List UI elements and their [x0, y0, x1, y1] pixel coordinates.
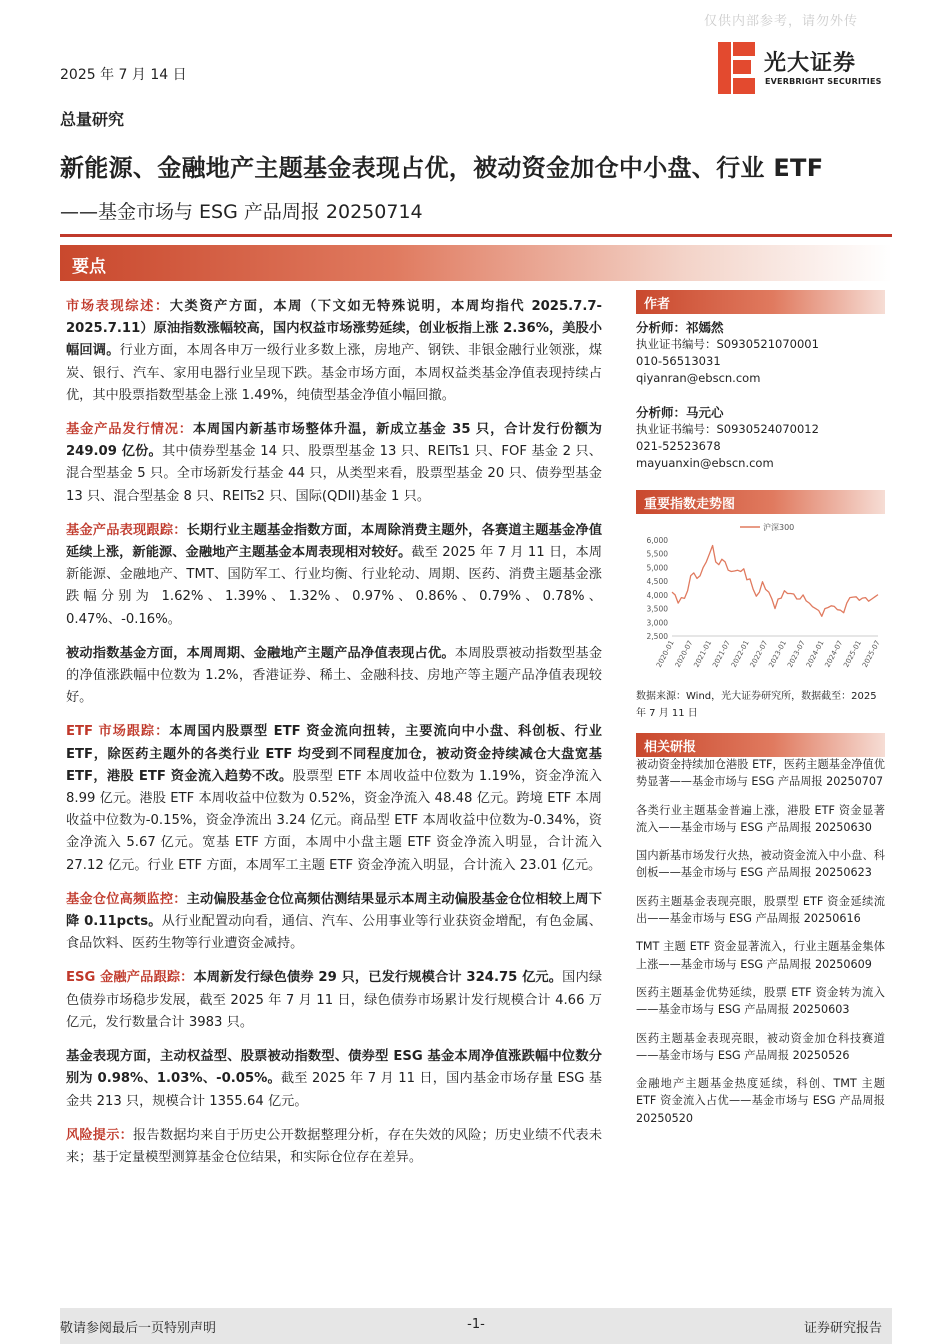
related-report-link[interactable]: 国内新基市场发行火热，被动资金流入中小盘、科创板——基金市场与 ESG 产品周报 20250623: [636, 849, 885, 880]
author-panel: [636, 290, 885, 472]
x-tick-label: 2023-01: [767, 639, 789, 669]
related-header: [636, 733, 885, 757]
section-market: [66, 296, 602, 407]
section-text: 截至 2025 年 7 月 11 日，国内基金市场存量 ESG 基金共 213 只，规模合计 1355.64 亿元。: [66, 1071, 602, 1109]
section-text: 截至 2025 年 7 月 11 日，本周新能源、金融地产、TMT、国防军工、行业均衡、行业轮动、周期、医药、消费主题基金涨跌幅分别为 1.62%、1.39%、1.32%、0.97%、0.86%、0.79%、0.78%、0.47%、-0.16%。: [66, 545, 603, 627]
report-type: 证券研究报告: [803, 1321, 882, 1336]
section-text: 从行业配置动向看，通信、汽车、公用事业等行业获资金增配，有色金属、食品饮料、医药生物等行业遭资金减持。: [66, 914, 602, 952]
analyst-email[interactable]: qiyanran@ebscn.com: [636, 371, 761, 385]
x-tick-label: 2023-07: [786, 639, 807, 669]
section-passive: [66, 643, 602, 710]
x-tick-label: 2025-07: [860, 639, 882, 669]
y-tick-label: 3,000: [646, 618, 668, 628]
related-panel: [636, 733, 885, 757]
section-label: ESG 金融产品跟踪：: [66, 970, 194, 986]
x-tick-label: 2022-01: [729, 639, 751, 669]
section-bold-text: 本周新发行绿色债券 29 只，已发行规模合计 324.75 亿元。: [193, 970, 563, 986]
section-performance: [66, 520, 602, 631]
legend-label: 沪深300: [763, 523, 795, 532]
section-label: 市场表现综述：: [66, 299, 170, 314]
analyst-card: [636, 319, 885, 387]
y-tick-label: 5,000: [646, 563, 668, 573]
report-category: 总量研究: [60, 110, 125, 129]
report-title: 新能源、金融地产主题基金表现占优，被动资金加仓中小盘、行业 ETF: [60, 154, 824, 182]
related-report-link[interactable]: TMT 主题 ETF 资金显著流入，行业主题基金集体上涨——基金市场与 ESG 产品周报 20250609: [636, 940, 885, 971]
x-tick-label: 2021-01: [692, 639, 714, 669]
watermark: 仅供内部参考，请勿外传: [704, 14, 859, 29]
section-text: 其中债券型基金 14 只、股票型基金 13 只、REITs1 只、FOF 基金 2 只、混合型基金 5 只。全市场新发行基金 44 只，从类型来看，股票型基金 20 只、债券型基金 13 只、混合型基金 8 只、REITs2 只、国际(QDII)基金 1 只。: [66, 444, 602, 504]
author-header: [636, 290, 885, 314]
logo-mark-icon: [718, 42, 758, 94]
company-logo: [718, 42, 898, 94]
analyst-card: [636, 404, 885, 472]
analyst-license: 执业证书编号：S0930521070001: [636, 337, 819, 351]
y-tick-label: 4,000: [646, 590, 668, 600]
section-label: 基金产品发行情况：: [66, 422, 193, 438]
section-text: 股票型 ETF 本周收益中位数为 1.19%，资金净流入 8.99 亿元。港股 ETF 本周收益中位数为 0.52%，资金净流入 48.48 亿元。跨境 ETF 本周收益中位数为-0.15%，资金净流出 3.24 亿元。商品型 ETF 本周收益中位数为-0.34%，资金净流入 5.67 亿元。宽基 ETF 方面，本周中小盘主题 ETF 资金净流入明显，合计流入 27.12 亿元。行业 ETF 方面，本周军工主题 ETF 资金净流入明显，合计流入 23.01 亿元。: [66, 768, 602, 873]
related-report-link[interactable]: 医药主题基金优势延续，股票 ETF 资金转为流入——基金市场与 ESG 产品周报 20250603: [636, 985, 885, 1017]
logo-text-en: EVERBRIGHT SECURITIES: [765, 77, 882, 86]
section-bold-text: 被动指数基金方面，本周周期、金融地产主题产品净值表现占优。: [66, 645, 455, 661]
x-tick-label: 2024-07: [823, 639, 845, 669]
chart-panel: [636, 490, 885, 514]
author-header-label: 作者: [644, 297, 671, 312]
x-tick-label: 2020-01: [654, 639, 676, 669]
title-divider: [60, 234, 892, 237]
y-tick-label: 2,500: [646, 632, 668, 641]
index-chart-svg: [636, 518, 885, 683]
related-report-link[interactable]: 医药主题基金表现亮眼，股票型 ETF 资金延续流出——基金市场与 ESG 产品周报 20250616: [636, 894, 885, 926]
section-bold-text: 基金表现方面，主动权益型、股票被动指数型、债券型 ESG 基金本周净值涨跌幅中位数分别为 0.98%、1.03%、-0.05%。: [66, 1049, 602, 1087]
x-tick-label: 2025-01: [842, 639, 864, 669]
page-number: -1-: [467, 1317, 485, 1332]
section-text: 国内绿色债券市场稳步发展，截至 2025 年 7 月 11 日，绿色债券市场累计发行规模合计 4.66 万亿元，发行数量合计 3983 只。: [66, 970, 603, 1030]
analyst-phone: 010-56513031: [636, 354, 721, 368]
report-date: 2025 年 7 月 14 日: [60, 67, 187, 83]
related-report-link[interactable]: 被动资金持续加仓港股 ETF，医药主题基金净值优势显著——基金市场与 ESG 产品周报 20250707: [636, 758, 885, 789]
analyst-email[interactable]: mayuanxin@ebscn.com: [636, 456, 774, 470]
y-tick-label: 3,500: [646, 604, 668, 614]
analyst-name: 分析师：祁嫣然: [636, 320, 724, 335]
section-label: 风险提示：: [66, 1127, 134, 1143]
main-content: [66, 296, 602, 1181]
series-line-hs300: [672, 546, 878, 617]
x-tick-label: 2020-07: [673, 639, 695, 669]
x-tick-label: 2021-07: [711, 639, 732, 669]
section-bold-text: 主动偏股基金仓位高频估测结果显示本周主动偏股基金仓位相较上周下降 0.11pcts。: [66, 891, 603, 930]
chart-header-label: 重要指数走势图: [644, 497, 736, 512]
analyst-name: 分析师：马元心: [636, 405, 724, 420]
section-bold-text: 长期行业主题基金指数方面，本周除消费主题外，各赛道主题基金净值延续上涨，新能源、金融地产主题基金本周表现相对较好。: [66, 522, 603, 561]
section-label: ETF 市场跟踪：: [66, 724, 170, 740]
section-issuance: [66, 419, 602, 508]
related-report-link[interactable]: 各类行业主题基金普遍上涨，港股 ETF 资金显著流入——基金市场与 ESG 产品周报 20250630: [636, 803, 885, 834]
section-label: 基金产品表现跟踪：: [66, 522, 187, 538]
section-text: 本周股票被动指数型基金的净值涨跌幅中位数为 1.2%，香港证券、稀土、金融科技、房地产等主题产品净值表现较好。: [66, 645, 603, 706]
disclaimer-note: 敬请参阅最后一页特别声明: [60, 1321, 217, 1336]
related-header-label: 相关研报: [644, 740, 697, 755]
section-label: 基金仓位高频监控：: [66, 891, 187, 907]
chart-header: [636, 490, 885, 514]
section-esg-fund: [66, 1046, 602, 1113]
section-esg: [66, 967, 602, 1034]
section-text: 报告数据均来自于历史公开数据整理分析，存在失效的风险；历史业绩不代表未来；基于定量模型测算基金仓位结果，和实际仓位存在差异。: [66, 1127, 603, 1165]
related-reports-list: [636, 756, 885, 1138]
index-chart: [636, 518, 885, 683]
section-etf: [66, 721, 602, 876]
section-bold-text: 本周国内新基市场整体升温，新成立基金 35 只，合计发行份额为 249.09 亿份。: [66, 422, 602, 460]
report-subtitle: ——基金市场与 ESG 产品周报 20250714: [60, 201, 423, 223]
y-tick-label: 4,500: [646, 577, 668, 587]
section-risk: [66, 1125, 602, 1169]
section-bold-text: 本周国内股票型 ETF 资金流向扭转，主要流向中小盘、科创板、行业 ETF，除医药主题外的各类行业 ETF 均受到不同程度加仓，被动资金持续减仓大盘宽基 ETF，港股 ETF 资金流入趋势不改。: [66, 724, 602, 784]
section-bold-text: 大类资产方面，本周（下文如无特殊说明，本周均指代 2025.7.7-2025.7.11）原油指数涨幅较高，国内权益市场涨势延续，创业板指上涨 2.36%，美股小幅回调。: [66, 299, 603, 359]
chart-source: 数据来源：Wind，光大证券研究所，数据截至：2025 年 7 月 11 日: [636, 691, 877, 719]
keypoints-banner: [60, 245, 892, 281]
y-tick-label: 5,500: [646, 549, 668, 559]
x-tick-label: 2022-07: [748, 639, 770, 669]
analyst-phone: 021-52523678: [636, 439, 721, 453]
related-report-link[interactable]: 金融地产主题基金热度延续，科创、TMT 主题 ETF 资金流入占优——基金市场与 ESG 产品周报 20250520: [636, 1077, 885, 1125]
y-tick-label: 6,000: [646, 536, 668, 545]
analyst-license: 执业证书编号：S0930524070012: [636, 422, 819, 436]
related-report-link[interactable]: 医药主题基金表现亮眼，被动资金加仓科技赛道——基金市场与 ESG 产品周报 20250526: [636, 1031, 885, 1062]
x-tick-label: 2024-01: [804, 639, 826, 669]
section-text: 行业方面，本周各申万一级行业多数上涨，房地产、钢铁、非银金融行业领涨，煤炭、银行、汽车、家用电器行业呈现下跌。基金市场方面，本周权益类基金净值表现持续占优，其中股票指数型基金上涨 1.49%，纯债型基金净值小幅回撤。: [66, 343, 602, 403]
page-footer: [60, 1308, 892, 1344]
section-position: [66, 889, 602, 956]
logo-text-cn: 光大证券: [764, 51, 857, 76]
keypoints-label: 要点: [72, 257, 106, 277]
